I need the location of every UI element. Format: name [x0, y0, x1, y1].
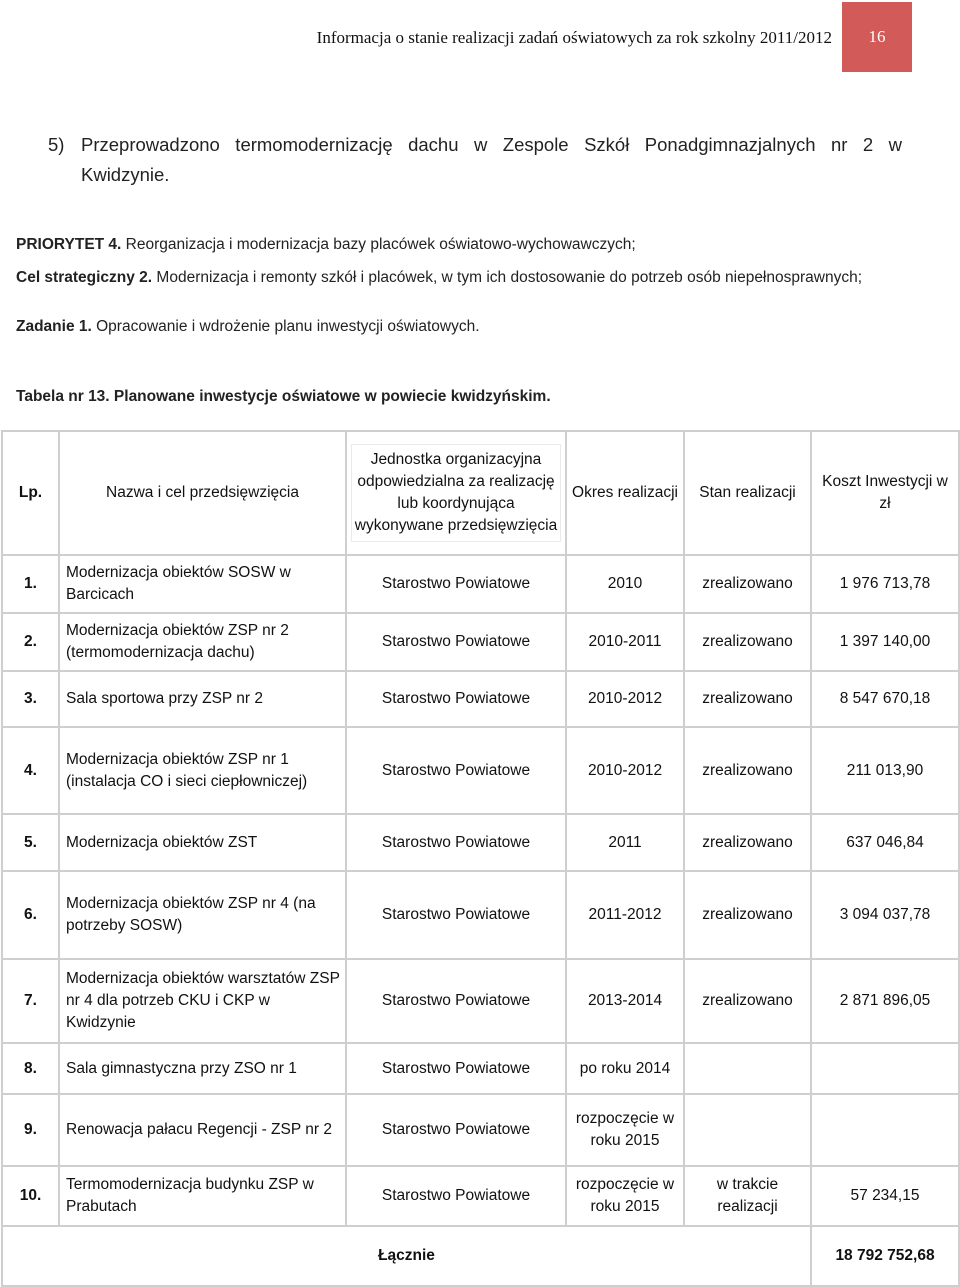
cell-cost: 8 547 670,18: [811, 671, 959, 727]
cell-unit: Starostwo Powiatowe: [346, 671, 566, 727]
cell-period: 2011: [566, 814, 684, 871]
cell-status: zrealizowano: [684, 727, 811, 814]
cell-status: zrealizowano: [684, 671, 811, 727]
cell-period: 2011-2012: [566, 871, 684, 959]
cell-unit: Starostwo Powiatowe: [346, 1094, 566, 1166]
cell-cost: 2 871 896,05: [811, 959, 959, 1043]
cell-cost: 3 094 037,78: [811, 871, 959, 959]
cell-period: 2010: [566, 555, 684, 613]
cell-lp: 2.: [2, 613, 59, 671]
cell-lp: 1.: [2, 555, 59, 613]
cell-unit: Starostwo Powiatowe: [346, 1043, 566, 1094]
cell-unit: Starostwo Powiatowe: [346, 727, 566, 814]
cell-name: Modernizacja obiektów ZST: [59, 814, 346, 871]
table-caption: Tabela nr 13. Planowane inwestycje oświatowe w powiecie kwidzyńskim.: [16, 388, 551, 405]
cell-name: Modernizacja obiektów warsztatów ZSP nr 4 dla potrzeb CKU i CKP w Kwidzynie: [59, 959, 346, 1043]
cell-cost: 1 976 713,78: [811, 555, 959, 613]
table-row: [2, 1094, 959, 1166]
cell-period: rozpoczęcie w roku 2015: [566, 1094, 684, 1166]
task-line: [16, 318, 902, 336]
task-label: Zadanie 1.: [16, 318, 92, 335]
header-cost: Koszt Inwestycji w zł: [811, 431, 959, 555]
cell-status: zrealizowano: [684, 871, 811, 959]
cell-lp: 6.: [2, 871, 59, 959]
cell-period: po roku 2014: [566, 1043, 684, 1094]
table-header-row: [2, 431, 959, 555]
task-text: Opracowanie i wdrożenie planu inwestycji oświatowych.: [91, 318, 480, 335]
table-row: [2, 871, 959, 959]
cell-unit: Starostwo Powiatowe: [346, 871, 566, 959]
header-name: Nazwa i cel przedsięwzięcia: [59, 431, 346, 555]
cell-name: Modernizacja obiektów ZSP nr 1 (instalacja CO i sieci ciepłowniczej): [59, 727, 346, 814]
cell-status: zrealizowano: [684, 555, 811, 613]
cell-lp: 5.: [2, 814, 59, 871]
cell-unit: Starostwo Powiatowe: [346, 959, 566, 1043]
cell-lp: 9.: [2, 1094, 59, 1166]
document-title: Informacja o stanie realizacji zadań oświatowych za rok szkolny 2011/2012: [316, 28, 832, 47]
priority-line: [16, 236, 902, 254]
goal-line: [16, 264, 902, 291]
cell-name: Sala gimnastyczna przy ZSO nr 1: [59, 1043, 346, 1094]
page-header: [0, 0, 960, 74]
table-row: [2, 555, 959, 613]
cell-period: 2013-2014: [566, 959, 684, 1043]
cell-name: Modernizacja obiektów ZSP nr 2 (termomodernizacja dachu): [59, 613, 346, 671]
cell-period: rozpoczęcie w roku 2015: [566, 1166, 684, 1226]
total-value: 18 792 752,68: [811, 1226, 959, 1286]
cell-unit: Starostwo Powiatowe: [346, 613, 566, 671]
cell-period: 2010-2012: [566, 671, 684, 727]
cell-period: 2010-2011: [566, 613, 684, 671]
cell-cost: [811, 1043, 959, 1094]
cell-name: Modernizacja obiektów ZSP nr 4 (na potrzeby SOSW): [59, 871, 346, 959]
cell-lp: 8.: [2, 1043, 59, 1094]
cell-lp: 4.: [2, 727, 59, 814]
cell-cost: 637 046,84: [811, 814, 959, 871]
list-item-5: [48, 130, 902, 190]
cell-cost: 57 234,15: [811, 1166, 959, 1226]
priority-label: PRIORYTET 4.: [16, 236, 122, 253]
list-item-number: 5): [48, 134, 65, 155]
cell-status: w trakcie realizacji: [684, 1166, 811, 1226]
table-row: [2, 959, 959, 1043]
total-label: Łącznie: [2, 1226, 811, 1286]
cell-lp: 7.: [2, 959, 59, 1043]
cell-status: zrealizowano: [684, 959, 811, 1043]
cell-status: [684, 1043, 811, 1094]
table-row: [2, 671, 959, 727]
goal-text: Modernizacja i remonty szkół i placówek, w tym ich dostosowanie do potrzeb osób niepełnosprawnych;: [152, 269, 863, 286]
cell-cost: 211 013,90: [811, 727, 959, 814]
table-total-row: [2, 1226, 959, 1286]
cell-unit: Starostwo Powiatowe: [346, 814, 566, 871]
header-period: Okres realizacji: [566, 431, 684, 555]
cell-cost: 1 397 140,00: [811, 613, 959, 671]
cell-status: zrealizowano: [684, 613, 811, 671]
cell-status: [684, 1094, 811, 1166]
cell-lp: 10.: [2, 1166, 59, 1226]
goal-label: Cel strategiczny 2.: [16, 269, 153, 286]
cell-status: zrealizowano: [684, 814, 811, 871]
table-row: [2, 727, 959, 814]
investments-table: [1, 430, 960, 1287]
cell-cost: [811, 1094, 959, 1166]
cell-unit: Starostwo Powiatowe: [346, 555, 566, 613]
table-row: [2, 814, 959, 871]
cell-name: Sala sportowa przy ZSP nr 2: [59, 671, 346, 727]
cell-name: Modernizacja obiektów SOSW w Barcicach: [59, 555, 346, 613]
cell-period: 2010-2012: [566, 727, 684, 814]
cell-unit: Starostwo Powiatowe: [346, 1166, 566, 1226]
header-status: Stan realizacji: [684, 431, 811, 555]
page-number-badge: 16: [842, 2, 912, 72]
priority-text: Reorganizacja i modernizacja bazy placówek oświatowo-wychowawczych;: [121, 236, 636, 253]
header-unit-text: Jednostka organizacyjna odpowiedzialna za realizację lub koordynująca wykonywane przedsięwzięcia: [351, 444, 561, 542]
table-row: [2, 1166, 959, 1226]
table-row: [2, 1043, 959, 1094]
header-lp: Lp.: [2, 431, 59, 555]
header-unit: [346, 431, 566, 555]
cell-name: Termomodernizacja budynku ZSP w Prabutach: [59, 1166, 346, 1226]
table-row: [2, 613, 959, 671]
cell-name: Renowacja pałacu Regencji - ZSP nr 2: [59, 1094, 346, 1166]
cell-lp: 3.: [2, 671, 59, 727]
list-item-text: Przeprowadzono termomodernizację dachu w Zespole Szkół Ponadgimnazjalnych nr 2 w Kwidzynie.: [81, 134, 902, 185]
